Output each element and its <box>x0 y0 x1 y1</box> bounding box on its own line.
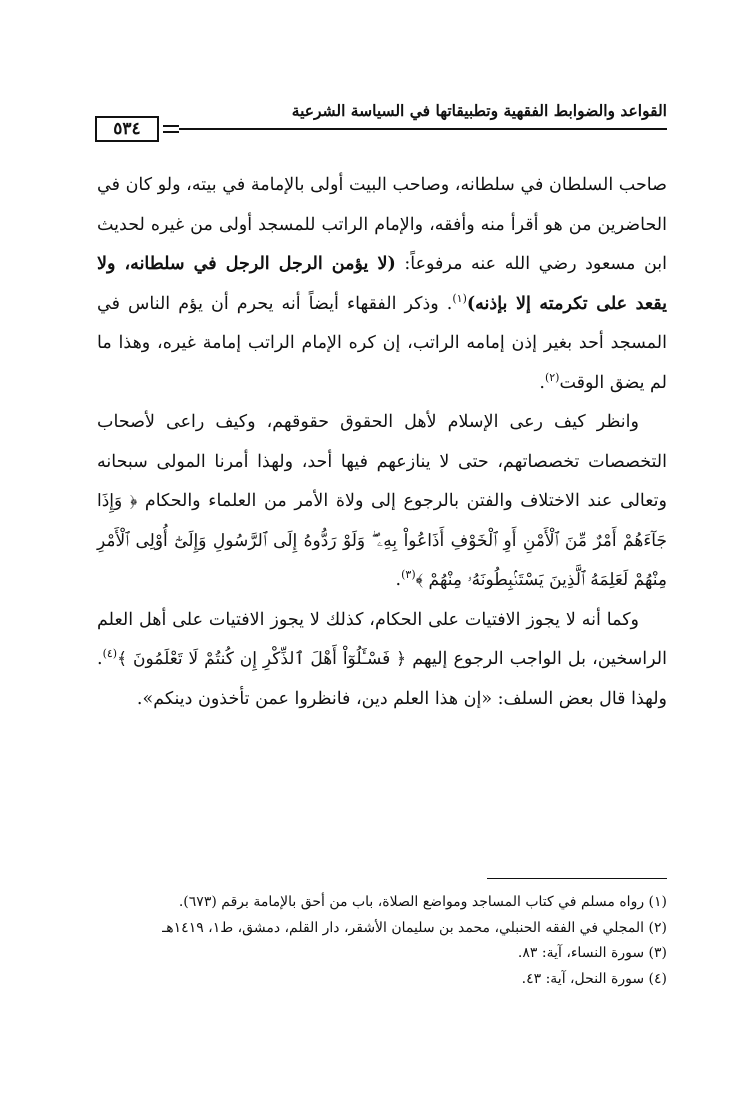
footnote-3: (٣) سورة النساء، آية: ٨٣. <box>517 945 667 961</box>
paragraph-3 <box>97 601 667 720</box>
header-double-bar <box>163 125 179 133</box>
quran-verse-2: ﴿ فَسْـَٔلُوٓاْ أَهْلَ ٱلذِّكْرِ إِن كُنتُمْ لَا تَعْلَمُونَ ﴾ <box>117 649 407 669</box>
quran-verse-1: ﴿ وَإِذَا جَآءَهُمْ أَمْرٌ مِّنَ ٱلْأَمْنِ أَوِ ٱلْخَوْفِ أَذَاعُواْ بِهِۦ ۖ وَلَوْ رَدُّوهُ إِلَى ٱلرَّسُولِ وَإِلَىٰٓ أُوْلِى ٱلْأَمْرِ مِنْهُمْ لَعَلِمَهُ ٱلَّذِينَ يَسْتَنۢبِطُونَهُۥ مِنْهُمْ ﴾ <box>97 491 667 590</box>
hadith-quote: (لا يؤمن الرجل الرجل في سلطانه، ولا يقعد على تكرمته إلا بإذنه) <box>97 254 667 314</box>
paragraph-3-text-a: وكما أنه لا يجوز الافتيات على الحكام، كذلك لا يجوز الافتيات على أهل العلم الراسخين، بل الواجب الرجوع إليهم <box>97 609 668 669</box>
footnote-ref-4: (٤) <box>102 647 118 661</box>
paragraph-2-text-a: وانظر كيف رعى الإسلام لأهل الحقوق حقوقهم، وكيف راعى لأصحاب التخصصات تخصصاتهم، حتى لا ينازعهم فيها أحد، ولهذا أمرنا المولى سبحانه وتعالى عند الاختلاف والفتن بالرجوع إلى ولاة الأمر من العلماء والحكام <box>97 412 667 511</box>
header-rule <box>179 128 667 130</box>
page-header <box>95 98 667 142</box>
paragraph-3-text-b: . ولهذا قال بعض السلف: «إن هذا العلم دين، فانظروا عمن تأخذون دينكم». <box>97 649 667 709</box>
footnote-2: (٢) المجلي في الفقه الحنبلي، محمد بن سليمان الأشقر، دار القلم، دمشق، ط١، ١٤١٩هـ <box>162 919 667 936</box>
paragraph-1-end: . <box>539 372 545 393</box>
footnote-ref-1: (١) <box>452 291 467 305</box>
main-text <box>97 166 667 719</box>
paragraph-2-end: . <box>395 570 402 590</box>
running-title: القواعد والضوابط الفقهية وتطبيقاتها في السياسة الشرعية <box>291 101 667 120</box>
paragraph-1 <box>97 166 667 403</box>
page-number: ٥٣٤ <box>95 116 159 142</box>
footnote-ref-2: (٢) <box>544 370 560 384</box>
footnote-4: (٤) سورة النحل، آية: ٤٣. <box>521 970 667 987</box>
footnote-separator <box>487 878 667 879</box>
paragraph-1-text-b: . وذكر الفقهاء أيضاً أنه يحرم أن يؤم الناس في المسجد أحد بغير إذن إمامه الراتب، إن كره الإمام الراتب إمامة غيره، وهذا ما لم يضق الوقت <box>97 293 667 393</box>
footnotes <box>82 890 667 992</box>
footnote-1: (١) رواه مسلم في كتاب المساجد ومواضع الصلاة، باب من أحق بالإمامة برقم (٦٧٣). <box>178 894 667 910</box>
paragraph-2 <box>97 403 667 601</box>
paragraph-1-text-a: صاحب السلطان في سلطانه، وصاحب البيت أولى بالإمامة في بيته، ولو كان في الحاضرين من هو أقرأ منه وأفقه، والإمام الراتب للمسجد أولى من غيره لحديث ابن مسعود رضي الله عنه مرفوعاً: <box>97 175 667 274</box>
footnote-ref-3: (٣) <box>401 568 416 582</box>
